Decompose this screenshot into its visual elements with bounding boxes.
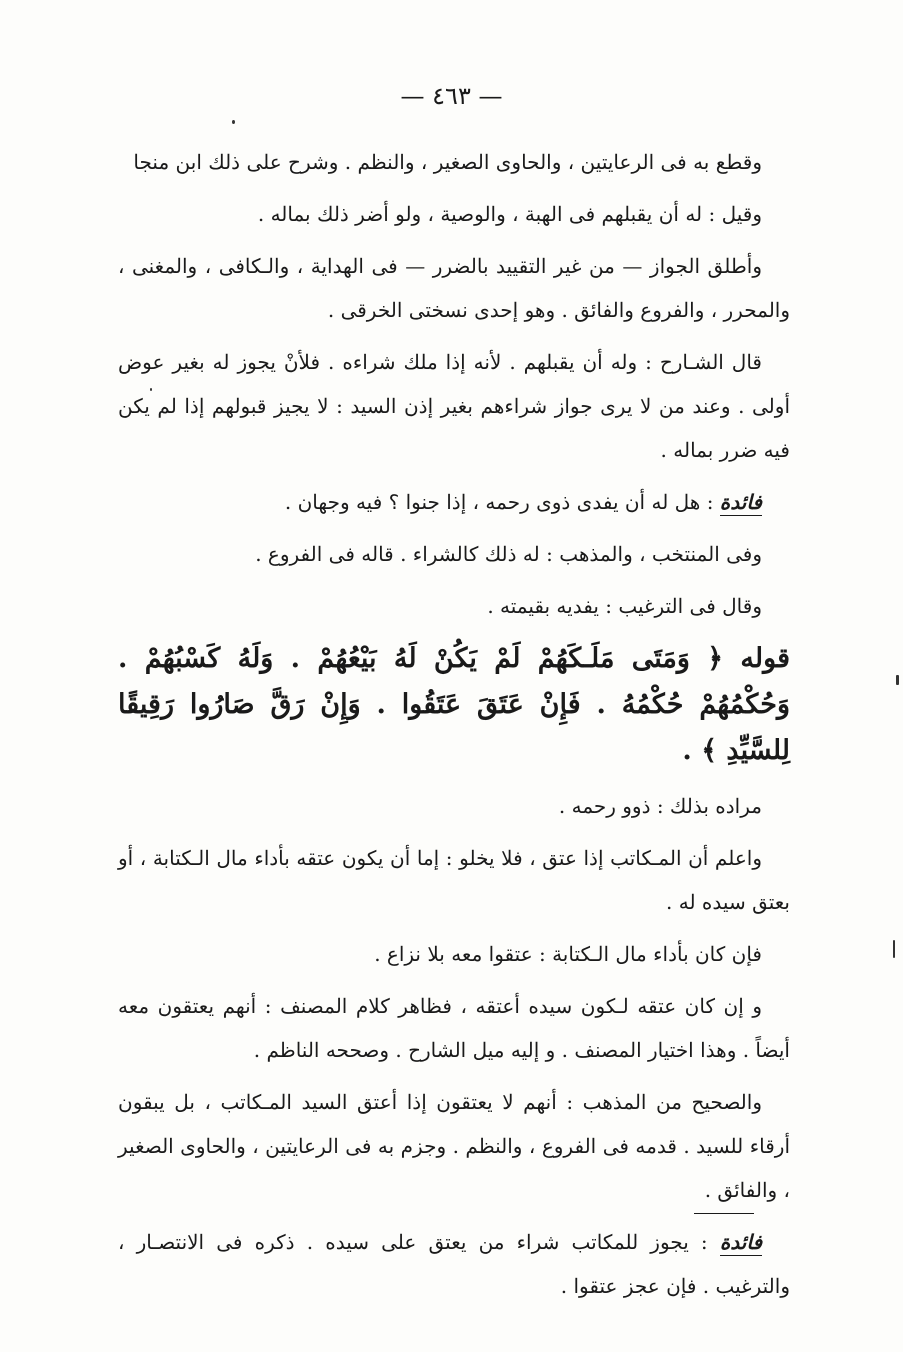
paragraph: وقيل : له أن يقبلهم فى الهبة ، والوصية ، ولو أضر ذلك بماله .	[257, 202, 762, 226]
paragraph: والصحيح من المذهب : أنهم لا يعتقون إذا أعتق السيد المـكاتب ، بل يبقون أرقاء للسيد . قدمه فى الفروع ، والنظم . وجزم به فى الرعايتين ، والحاوى الصغير ، والفائق .	[118, 1090, 790, 1202]
note-label: فائدة	[719, 490, 762, 514]
paragraph: وأطلق الجواز — من غير التقييد بالضرر — فى الهداية ، والـكافى ، والمغنى ، والمحرر ، والفروع والفائق . وهو إحدى نسختى الخرقى .	[118, 254, 790, 322]
scan-speck	[150, 388, 152, 391]
note-text: : هل له أن يفدى ذوى رحمه ، إذا جنوا ؟ فيه وجهان .	[284, 490, 714, 514]
quoted-text: قوله ﴿ وَمَتَى مَلَـكَهُمْ لَمْ يَكُنْ لَهُ بَيْعُهُمْ . وَلَهُ كَسْبُهُمْ . وَحُكْمُهُمْ حُكْمُهُ . فَإِنْ عَتَقَ عَتَقُوا . وَإِنْ رَقَّ صَارُوا رَقِيقًا لِلسَّيِّدِ ﴾ .	[118, 643, 790, 766]
paragraph: وقال فى الترغيب : يفديه بقيمته .	[487, 594, 762, 618]
paragraph: مراده بذلك : ذوو رحمه .	[558, 794, 762, 818]
note-text: : يجوز للمكاتب شراء من يعتق على سيده . ذكره فى الانتصـار ، والترغيب . فإن عجز عتقوا .	[118, 1230, 790, 1298]
scan-speck	[232, 120, 235, 124]
paragraph: واعلم أن المـكاتب إذا عتق ، فلا يخلو : إما أن يكون عتقه بأداء مال الـكتابة ، أو بعتق سيده له .	[118, 846, 790, 914]
scan-speck	[893, 940, 895, 958]
note-paragraph	[118, 1220, 790, 1308]
footnote-rule	[694, 1213, 754, 1214]
page-number: — ٤٦٣ —	[400, 82, 503, 110]
paragraph: وفى المنتخب ، والمذهب : له ذلك كالشراء . قاله فى الفروع .	[255, 542, 762, 566]
scan-speck	[896, 675, 899, 685]
paragraph: وقطع به فى الرعايتين ، والحاوى الصغير ، والنظم . وشرح على ذلك ابن منجا	[133, 150, 762, 174]
note-label: فائدة	[719, 1230, 763, 1254]
paragraph: قال الشـارح : وله أن يقبلهم . لأنه إذا ملك شراءه . فلأنْ يجوز له بغير عوض أولى . وعند من لا يرى جواز شراءهم بغير إذن السيد : لا يجيز قبولهم إذا لم يكن فيه ضرر بماله .	[118, 350, 790, 462]
paragraph: و إن كان عتقه لـكون سيده أعتقه ، فظاهر كلام المصنف : أنهم يعتقون معه أيضاً . وهذا اختيار المصنف . و إليه ميل الشارح . وصححه الناظم .	[118, 994, 790, 1062]
paragraph: فإن كان بأداء مال الـكتابة : عتقوا معه بلا نزاع .	[374, 942, 762, 966]
note-paragraph	[118, 480, 790, 524]
main-text	[118, 140, 790, 1316]
